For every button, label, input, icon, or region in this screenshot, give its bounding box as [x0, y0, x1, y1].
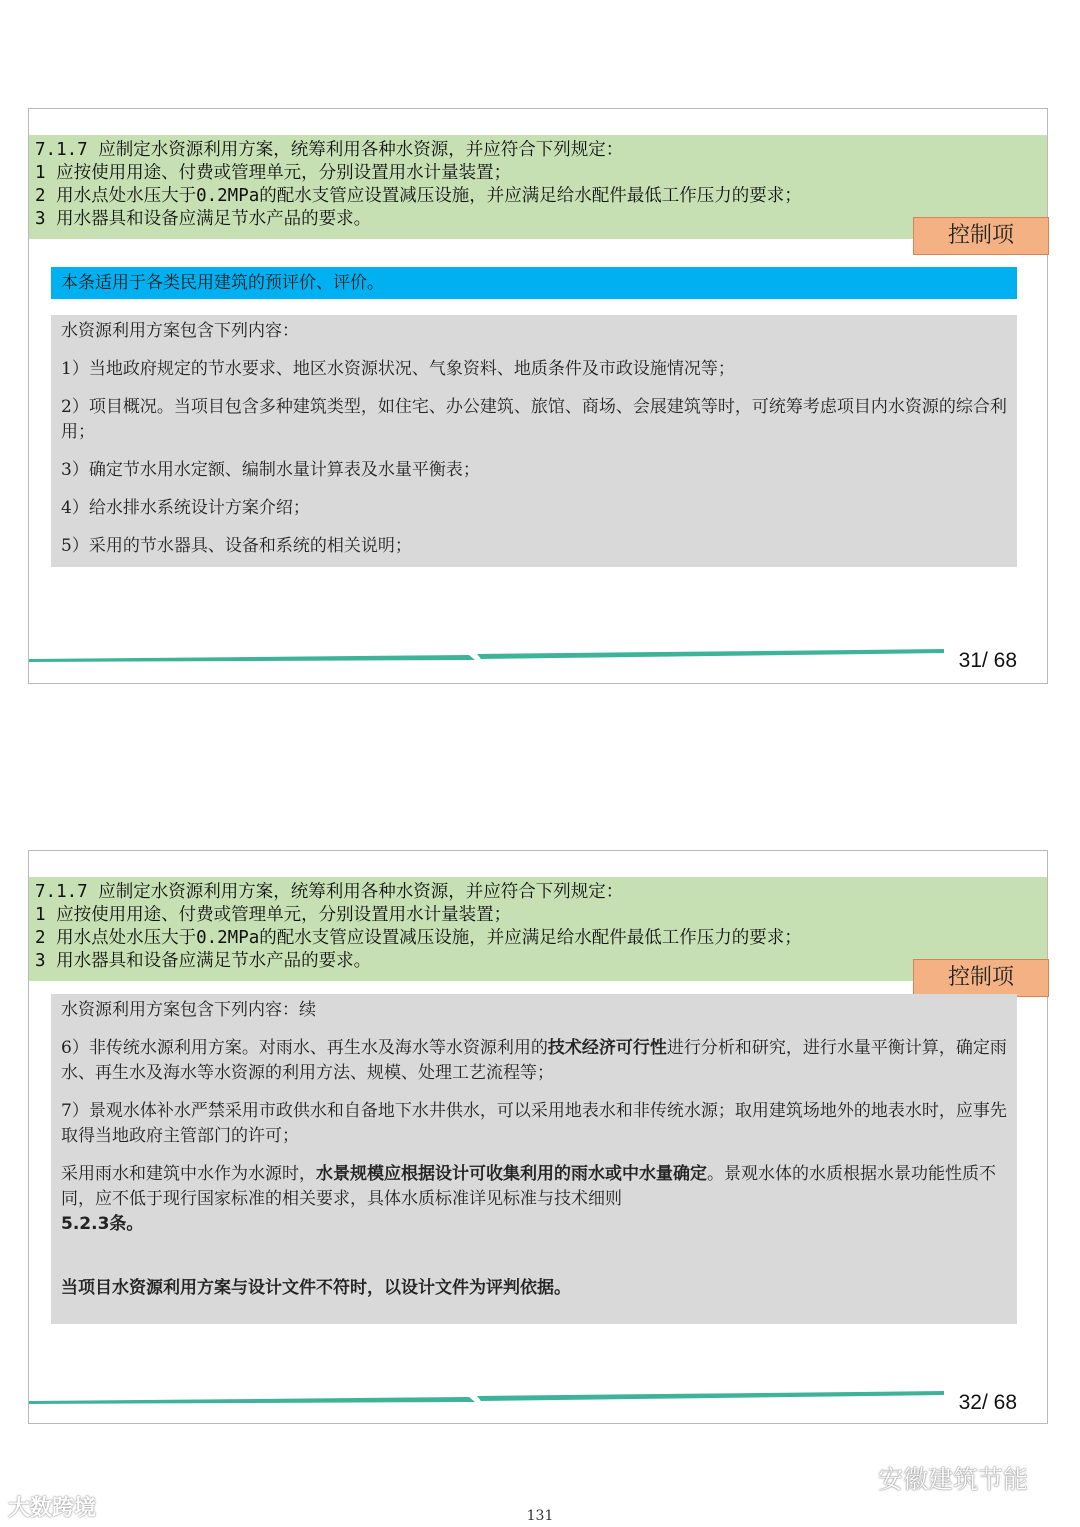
rule-item-1: 1 应按使用用途、付费或管理单元，分别设置用水计量装置； [35, 163, 512, 183]
footer-rule-icon [29, 1387, 949, 1407]
content-intro: 水资源利用方案包含下列内容： [61, 321, 299, 341]
watermark-right-text: 安徽建筑节能 [878, 1465, 1029, 1494]
rule-header [29, 877, 1047, 981]
content-intro: 水资源利用方案包含下列内容：续 [61, 1000, 316, 1020]
content-paragraph [61, 1162, 1007, 1237]
rule-item-2: 2 用水点处水压大于0.2MPa的配水支管应设置减压设施，并应满足给水配件最低工作压力的要求； [35, 928, 802, 948]
rule-item-1: 1 应按使用用途、付费或管理单元，分别设置用水计量装置； [35, 905, 512, 925]
para-reference: 5.2.3条。 [61, 1214, 144, 1234]
content-item: 2）项目概况。当项目包含多种建筑类型，如住宅、办公建筑、旅馆、商场、会展建筑等时，可统筹考虑项目内水资源的综合利用； [61, 397, 1007, 442]
slide-32 [28, 850, 1048, 1424]
rule-item-3: 3 用水器具和设备应满足节水产品的要求。 [35, 209, 372, 229]
item6-text: 6）非传统水源利用方案。对雨水、再生水及海水等水资源利用的 [61, 1038, 548, 1058]
watermark-left: 大数跨境 [8, 1496, 97, 1521]
rule-item-3: 3 用水器具和设备应满足节水产品的要求。 [35, 951, 372, 971]
para-text: 采用雨水和建筑中水作为水源时， [61, 1164, 316, 1184]
scope-bar: 本条适用于各类民用建筑的预评价、评价。 [51, 267, 1017, 299]
rule-title: 7.1.7 应制定水资源利用方案，统筹利用各种水资源，并应符合下列规定： [35, 882, 624, 902]
footer-rule-icon [29, 645, 949, 665]
content-conclusion [61, 1276, 1007, 1301]
content-box [51, 315, 1017, 567]
rule-title: 7.1.7 应制定水资源利用方案，统筹利用各种水资源，并应符合下列规定： [35, 140, 624, 160]
para-text-end: 。景观水体的水质根据水景功能性质不同，应不低于现行国家标准的相关要求，具体水质标准详见标准与技术细则 [61, 1164, 996, 1209]
para-bold: 水景规模应根据设计可收集利用的雨水或中水量确定 [316, 1164, 707, 1184]
content-item: 3）确定节水用水定额、编制水量计算表及水量平衡表； [61, 460, 480, 480]
slide-31 [28, 108, 1048, 684]
item6-bold: 技术经济可行性 [547, 1038, 667, 1058]
content-box [51, 994, 1017, 1324]
content-item: 4）给水排水系统设计方案介绍； [61, 498, 310, 518]
conclusion-bold: 当项目水资源利用方案与设计文件不符时，以设计文件为评判依据。 [61, 1278, 571, 1298]
rule-item-2: 2 用水点处水压大于0.2MPa的配水支管应设置减压设施，并应满足给水配件最低工作压力的要求； [35, 186, 802, 206]
slide-page-number: 31/ 68 [958, 649, 1017, 672]
content-item: 1）当地政府规定的节水要求、地区水资源状况、气象资料、地质条件及市政设施情况等； [61, 359, 735, 379]
page-number: 131 [526, 1508, 554, 1524]
watermark-right [838, 1460, 1028, 1496]
item6-text-end: 进行分析和研究，进行水量平衡计算，确定雨水、再生水及海水等水资源的利用方法、规模、处理工艺流程等； [61, 1038, 1007, 1083]
content-item: 5）采用的节水器具、设备和系统的相关说明； [61, 536, 412, 556]
control-item-badge: 控制项 [913, 217, 1049, 255]
rule-header [29, 135, 1047, 239]
control-item-badge: 控制项 [913, 959, 1049, 997]
slide-page-number: 32/ 68 [958, 1391, 1017, 1414]
content-item-7: 7）景观水体补水严禁采用市政供水和自备地下水井供水，可以采用地表水和非传统水源；取用建筑场地外的地表水时，应事先取得当地政府主管部门的许可； [61, 1101, 1007, 1146]
wechat-icon [838, 1464, 872, 1492]
content-item-6 [61, 1036, 1007, 1086]
